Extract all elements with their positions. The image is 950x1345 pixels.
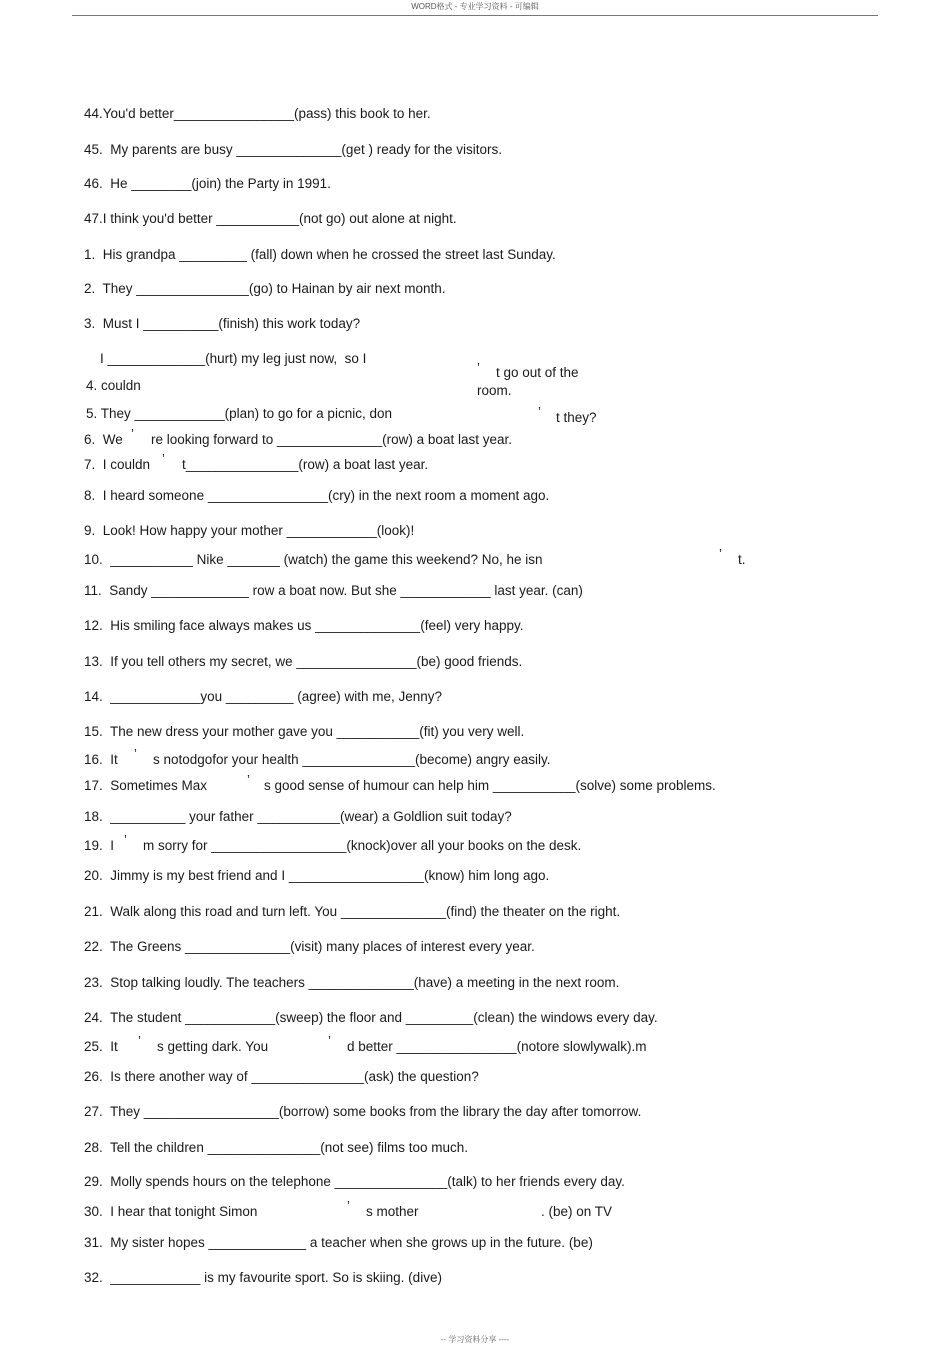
question-44: 44.You'd better________________(pass) this book to her.: [84, 106, 431, 121]
question-12: 12. His smiling face always makes us ______________(feel) very happy.: [84, 618, 524, 633]
question-25-part-2: s getting dark. You: [157, 1039, 269, 1054]
question-19-part-1: 19. I: [84, 838, 115, 853]
apostrophe-mark: ’: [247, 772, 250, 787]
page-footer: -- 学习资料分享 ----: [440, 1335, 510, 1344]
question-4-part-4: room.: [477, 383, 512, 398]
question-1: 1. His grandpa _________ (fall) down when he crossed the street last Sunday.: [84, 247, 556, 262]
question-15: 15. The new dress your mother gave you ___________(fit) you very well.: [84, 724, 525, 739]
question-19-part-2: m sorry for __________________(knock)over all your books on the desk.: [143, 838, 582, 853]
question-30-part-2: s mother: [366, 1204, 419, 1219]
question-18: 18. __________ your father ___________(wear) a Goldlion suit today?: [84, 809, 512, 824]
question-5-part-2: t they?: [556, 410, 597, 425]
question-11: 11. Sandy _____________ row a boat now. But she ____________ last year. (can): [84, 583, 583, 598]
question-13: 13. If you tell others my secret, we ________________(be) good friends.: [84, 654, 523, 669]
question-25-part-1: 25. It: [84, 1039, 118, 1054]
question-47: 47.I think you'd better ___________(not go) out alone at night.: [84, 211, 457, 226]
question-25-part-3: d better ________________(notore slowlywalk).m: [347, 1039, 647, 1054]
question-24: 24. The student ____________(sweep) the floor and _________(clean) the windows every day.: [84, 1010, 658, 1025]
apostrophe-mark: ’: [162, 451, 165, 466]
apostrophe-mark: ’: [328, 1033, 331, 1048]
apostrophe-mark: ’: [347, 1198, 350, 1213]
apostrophe-mark: ’: [477, 360, 480, 375]
question-28: 28. Tell the children _______________(not see) films too much.: [84, 1140, 468, 1155]
question-46: 46. He ________(join) the Party in 1991.: [84, 176, 331, 191]
question-31: 31. My sister hopes _____________ a teacher when she grows up in the future. (be): [84, 1235, 593, 1250]
question-2: 2. They _______________(go) to Hainan by air next month.: [84, 281, 446, 296]
apostrophe-mark: ’: [138, 1033, 141, 1048]
question-4-part-3: t go out of the: [496, 365, 579, 380]
question-29: 29. Molly spends hours on the telephone _______________(talk) to her friends every day.: [84, 1174, 625, 1189]
question-17-part-2: s good sense of humour can help him ___________(solve) some problems.: [264, 778, 716, 793]
page-header: WORD格式 - 专业学习资料 - 可编辑: [411, 2, 539, 11]
question-30-part-3: . (be) on TV: [541, 1204, 613, 1219]
question-26: 26. Is there another way of _______________(ask) the question?: [84, 1069, 479, 1084]
question-27: 27. They __________________(borrow) some books from the library the day after tomorrow.: [84, 1104, 642, 1119]
question-10-part-2: t.: [738, 552, 746, 567]
question-7-part-2: t_______________(row) a boat last year.: [182, 457, 429, 472]
question-21: 21. Walk along this road and turn left. You ______________(find) the theater on the right.: [84, 904, 621, 919]
apostrophe-mark: ’: [124, 832, 127, 847]
question-16-part-2: s notodgofor your health _______________(become) angry easily.: [153, 752, 551, 767]
question-7-part-1: 7. I couldn: [84, 457, 151, 472]
question-6-part-2: re looking forward to ______________(row) a boat last year.: [151, 432, 512, 447]
apostrophe-mark: ’: [538, 404, 541, 419]
question-5-part-1: 5. They ____________(plan) to go for a picnic, don: [86, 406, 392, 421]
apostrophe-mark: ’: [134, 746, 137, 761]
question-4-part-2: 4. couldn: [86, 378, 141, 393]
apostrophe-mark: ’: [131, 426, 134, 441]
question-4-part-1: I _____________(hurt) my leg just now, so I: [100, 351, 367, 366]
question-20: 20. Jimmy is my best friend and I __________________(know) him long ago.: [84, 868, 550, 883]
question-17-part-1: 17. Sometimes Max: [84, 778, 208, 793]
question-6-part-1: 6. We: [84, 432, 123, 447]
question-16-part-1: 16. It: [84, 752, 118, 767]
question-8: 8. I heard someone ________________(cry) in the next room a moment ago.: [84, 488, 550, 503]
question-45: 45. My parents are busy ______________(get ) ready for the visitors.: [84, 142, 502, 157]
question-10-part-1: 10. ___________ Nike _______ (watch) the game this weekend? No, he isn: [84, 552, 543, 567]
question-30-part-1: 30. I hear that tonight Simon: [84, 1204, 258, 1219]
question-23: 23. Stop talking loudly. The teachers ______________(have) a meeting in the next room.: [84, 975, 620, 990]
apostrophe-mark: ’: [719, 546, 722, 561]
question-14: 14. ____________you _________ (agree) with me, Jenny?: [84, 689, 443, 704]
question-9: 9. Look! How happy your mother ____________(look)!: [84, 523, 415, 538]
question-22: 22. The Greens ______________(visit) many places of interest every year.: [84, 939, 535, 954]
header-divider: [72, 15, 878, 16]
question-3: 3. Must I __________(finish) this work today?: [84, 316, 361, 331]
question-32: 32. ____________ is my favourite sport. So is skiing. (dive): [84, 1270, 442, 1285]
